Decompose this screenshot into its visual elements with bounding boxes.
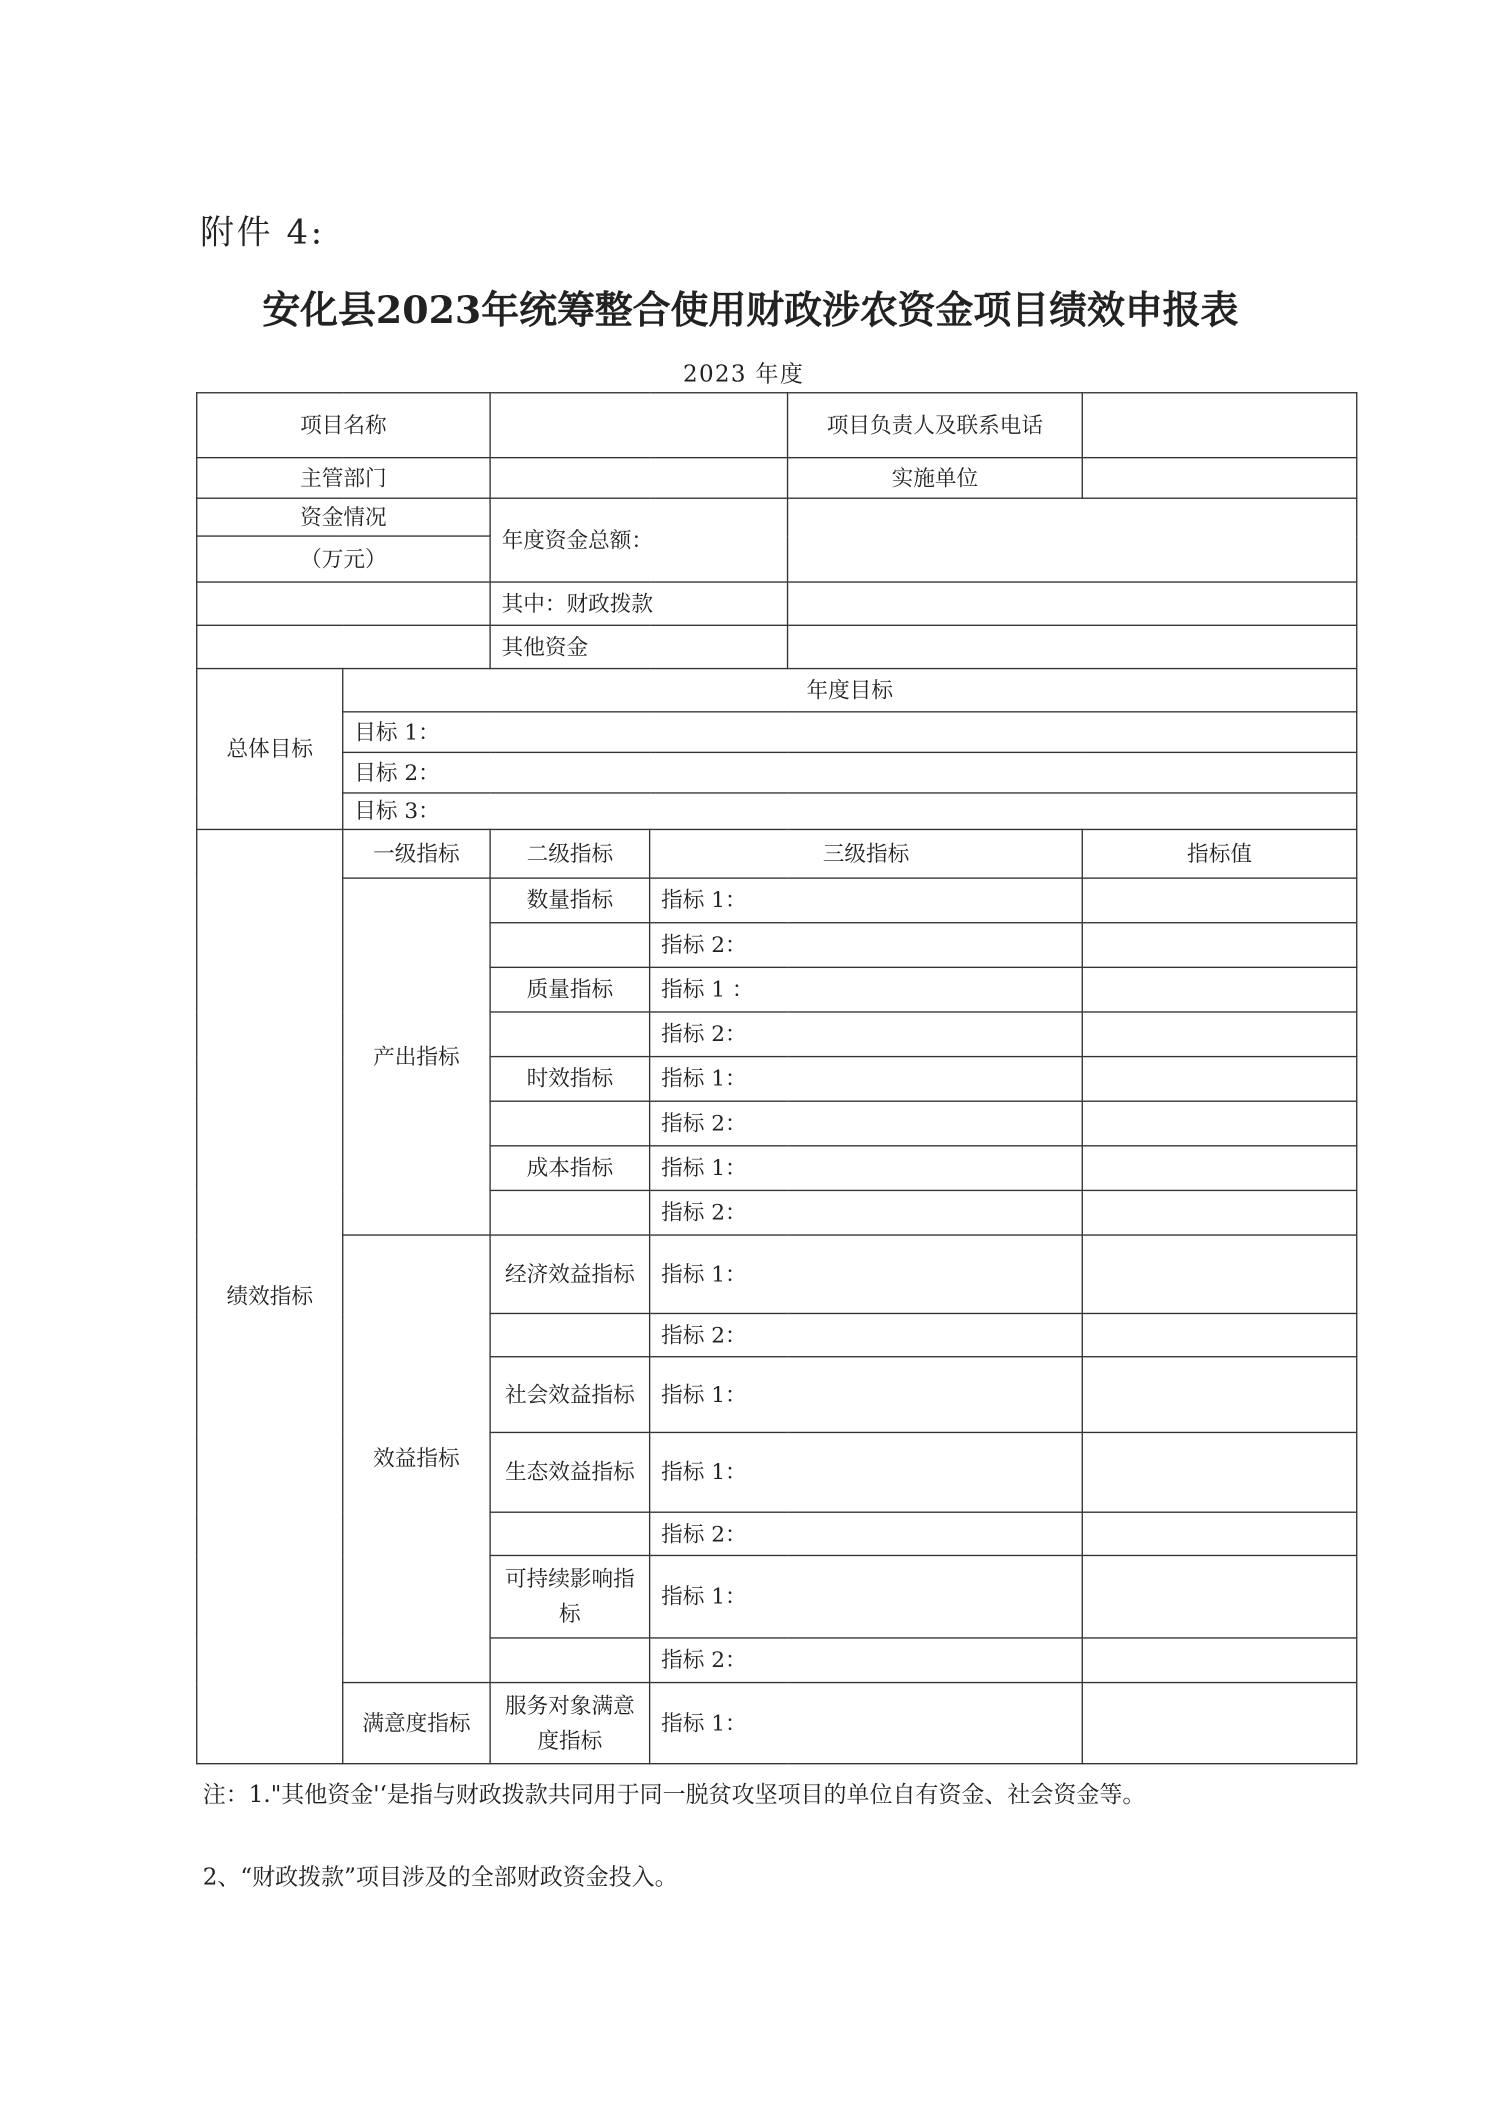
perf-header-row xyxy=(197,829,1357,878)
indicator-value-field[interactable] xyxy=(1082,1012,1356,1057)
impl-unit-label: 实施单位 xyxy=(788,458,1083,499)
annual-total-label: 年度资金总额： xyxy=(490,498,787,582)
annual-total-field[interactable] xyxy=(788,498,1357,582)
level3-indicator-field[interactable]: 指标 2： xyxy=(650,1190,1083,1235)
dept-label: 主管部门 xyxy=(197,458,490,499)
indicator-value-field[interactable] xyxy=(1082,1235,1356,1313)
note-2: 2、“财政拨款”项目涉及的全部财政资金投入。 xyxy=(202,1864,678,1892)
level3-indicator-field[interactable]: 指标 2： xyxy=(650,1313,1083,1356)
blank-cell xyxy=(197,625,490,668)
leader-phone-label: 项目负责人及联系电话 xyxy=(788,393,1083,458)
project-name-field[interactable] xyxy=(490,393,787,458)
table-row xyxy=(197,1683,1357,1764)
level2-indicator: 服务对象满意度指标 xyxy=(490,1683,650,1764)
level2-indicator: 可持续影响指标 xyxy=(490,1555,650,1637)
level3-indicator-field[interactable]: 指标 1： xyxy=(650,1683,1083,1764)
note-1: 注：1."其他资金'‘是指与财政拨款共同用于同一脱贫攻坚项目的单位自有资金、社会资金等。 xyxy=(202,1781,1146,1809)
level2-indicator xyxy=(490,1313,650,1356)
indicator-value-field[interactable] xyxy=(1082,1555,1356,1637)
level3-indicator-field[interactable]: 指标 2： xyxy=(650,1512,1083,1555)
attachment-label: 附件 4: xyxy=(200,212,325,252)
fiscal-label: 其中：财政拨款 xyxy=(490,582,787,625)
level2-header: 二级指标 xyxy=(490,829,650,878)
level3-indicator-field[interactable]: 指标 2： xyxy=(650,1101,1083,1146)
level3-indicator-field[interactable]: 指标 1 ： xyxy=(650,967,1083,1012)
indicator-value-field[interactable] xyxy=(1082,1512,1356,1555)
other-fund-label: 其他资金 xyxy=(490,625,787,668)
indicator-value-field[interactable] xyxy=(1082,1683,1356,1764)
level2-indicator: 数量指标 xyxy=(490,878,650,923)
table-row xyxy=(197,1235,1357,1313)
level2-indicator: 社会效益指标 xyxy=(490,1357,650,1433)
level2-indicator xyxy=(490,923,650,968)
fund-unit-label: （万元） xyxy=(197,536,490,582)
level3-header: 三级指标 xyxy=(650,829,1083,878)
indicator-value-field[interactable] xyxy=(1082,923,1356,968)
level3-indicator-field[interactable]: 指标 1： xyxy=(650,1146,1083,1191)
goal-3-field[interactable]: 目标 3： xyxy=(343,793,1357,830)
level3-indicator-field[interactable]: 指标 1： xyxy=(650,1057,1083,1102)
blank-cell xyxy=(197,582,490,625)
level2-indicator: 生态效益指标 xyxy=(490,1432,650,1512)
project-name-label: 项目名称 xyxy=(197,393,490,458)
level3-indicator-field[interactable]: 指标 2： xyxy=(650,1012,1083,1057)
indicator-value-field[interactable] xyxy=(1082,1357,1356,1433)
level2-indicator xyxy=(490,1512,650,1555)
level2-indicator: 质量指标 xyxy=(490,967,650,1012)
goal-2-field[interactable]: 目标 2： xyxy=(343,752,1357,793)
overall-goal-label: 总体目标 xyxy=(197,669,343,830)
impl-unit-field[interactable] xyxy=(1082,458,1356,499)
indicator-value-field[interactable] xyxy=(1082,878,1356,923)
level3-indicator-field[interactable]: 指标 1： xyxy=(650,1357,1083,1433)
document-title: 安化县2023年统筹整合使用财政涉农资金项目绩效申报表 xyxy=(262,287,1239,333)
level1-header: 一级指标 xyxy=(343,829,490,878)
indicator-value-field[interactable] xyxy=(1082,1638,1356,1683)
fund-status-label: 资金情况 xyxy=(197,498,490,536)
indicator-value-field[interactable] xyxy=(1082,967,1356,1012)
value-header: 指标值 xyxy=(1082,829,1356,878)
indicator-value-field[interactable] xyxy=(1082,1432,1356,1512)
level3-indicator-field[interactable]: 指标 2： xyxy=(650,923,1083,968)
indicator-value-field[interactable] xyxy=(1082,1101,1356,1146)
level2-indicator: 时效指标 xyxy=(490,1057,650,1102)
level3-indicator-field[interactable]: 指标 2： xyxy=(650,1638,1083,1683)
level3-indicator-field[interactable]: 指标 1： xyxy=(650,1235,1083,1313)
table-row xyxy=(197,878,1357,923)
indicator-value-field[interactable] xyxy=(1082,1146,1356,1191)
dept-field[interactable] xyxy=(490,458,787,499)
satisfaction-indicator-label: 满意度指标 xyxy=(343,1683,490,1764)
performance-form-table xyxy=(196,392,1357,1764)
fiscal-field[interactable] xyxy=(788,582,1357,625)
other-fund-field[interactable] xyxy=(788,625,1357,668)
level3-indicator-field[interactable]: 指标 1： xyxy=(650,1555,1083,1637)
level2-indicator xyxy=(490,1190,650,1235)
level2-indicator xyxy=(490,1638,650,1683)
level2-indicator xyxy=(490,1101,650,1146)
level2-indicator xyxy=(490,1012,650,1057)
level2-indicator: 经济效益指标 xyxy=(490,1235,650,1313)
level2-indicator: 成本指标 xyxy=(490,1146,650,1191)
level3-indicator-field[interactable]: 指标 1： xyxy=(650,1432,1083,1512)
year-label: 2023 年度 xyxy=(682,360,805,389)
indicator-value-field[interactable] xyxy=(1082,1313,1356,1356)
level3-indicator-field[interactable]: 指标 1： xyxy=(650,878,1083,923)
output-indicator-label: 产出指标 xyxy=(343,878,490,1235)
goal-1-field[interactable]: 目标 1： xyxy=(343,712,1357,753)
perf-indicator-label: 绩效指标 xyxy=(197,829,343,1763)
annual-goal-header: 年度目标 xyxy=(343,669,1357,712)
indicator-value-field[interactable] xyxy=(1082,1190,1356,1235)
leader-phone-field[interactable] xyxy=(1082,393,1356,458)
indicator-value-field[interactable] xyxy=(1082,1057,1356,1102)
benefit-indicator-label: 效益指标 xyxy=(343,1235,490,1683)
